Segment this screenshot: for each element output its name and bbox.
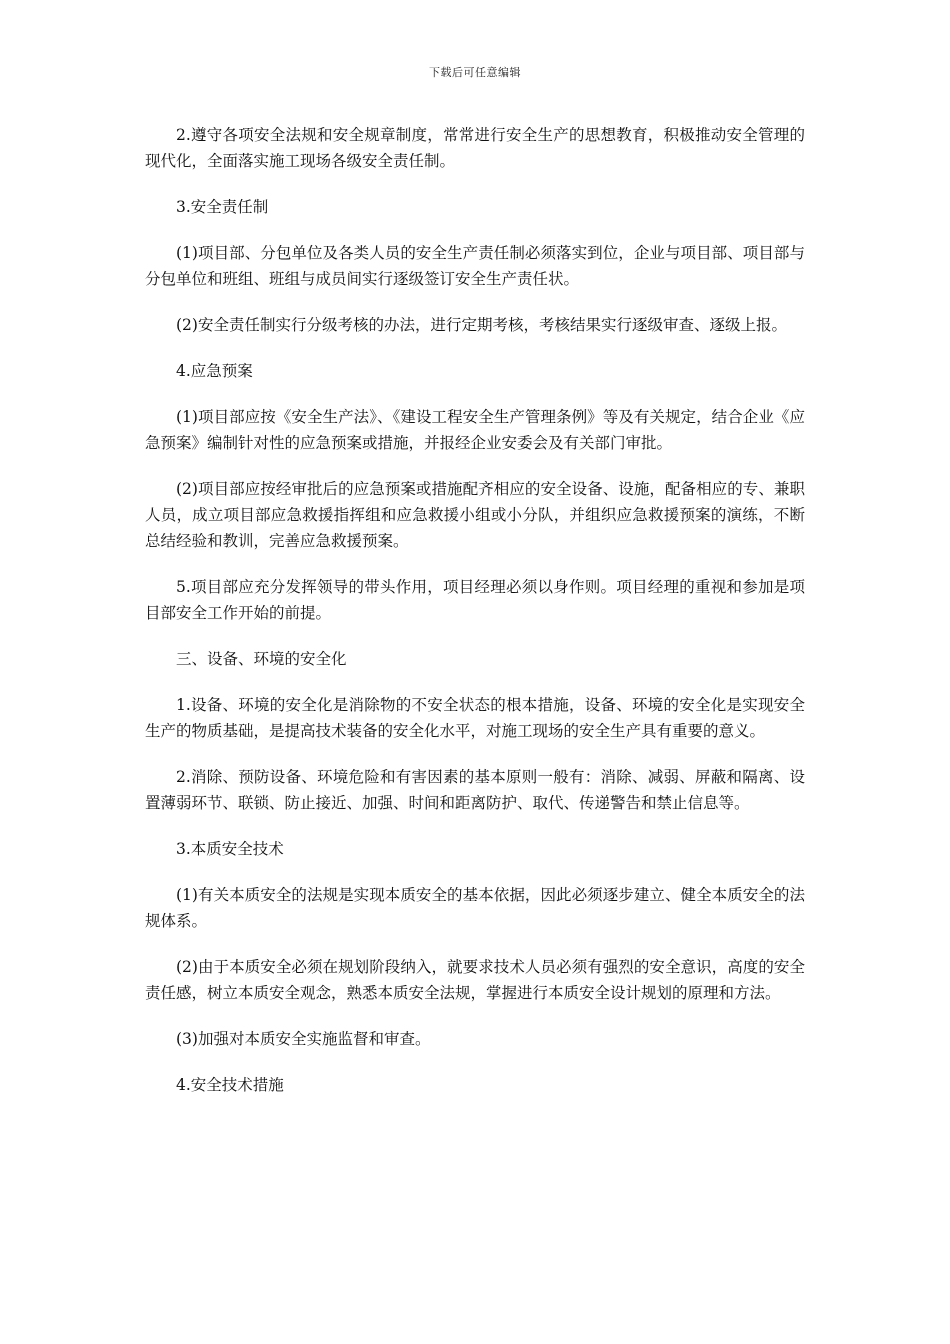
- paragraph: (2)项目部应按经审批后的应急预案或措施配齐相应的安全设备、设施，配备相应的专、兼职人员，成立项目部应急救援指挥组和应急救援小组或小分队，并组织应急救援预案的演练，不断总结经验和教训，完善应急救援预案。: [145, 480, 805, 550]
- paragraph: (3)加强对本质安全实施监督和审查。: [176, 1030, 431, 1048]
- paragraph: 2.消除、预防设备、环境危险和有害因素的基本原则一般有：消除、减弱、屏蔽和隔离、设置薄弱环节、联锁、防止接近、加强、时间和距离防护、取代、传递警告和禁止信息等。: [145, 768, 805, 812]
- chapter-heading: 三、设备、环境的安全化: [176, 650, 347, 668]
- paragraph: (1)有关本质安全的法规是实现本质安全的基本依据，因此必须逐步建立、健全本质安全的法规体系。: [145, 886, 805, 930]
- paragraph: (1)项目部、分包单位及各类人员的安全生产责任制必须落实到位，企业与项目部、项目部与分包单位和班组、班组与成员间实行逐级签订安全生产责任状。: [145, 244, 805, 288]
- paragraph: (2)安全责任制实行分级考核的办法，进行定期考核，考核结果实行逐级审查、逐级上报。: [176, 316, 787, 334]
- paragraph: 5.项目部应充分发挥领导的带头作用，项目经理必须以身作则。项目经理的重视和参加是项目部安全工作开始的前提。: [145, 578, 805, 622]
- section-heading: 3.本质安全技术: [176, 840, 284, 858]
- paragraph: (1)项目部应按《安全生产法》、《建设工程安全生产管理条例》等及有关规定，结合企业《应急预案》编制针对性的应急预案或措施，并报经企业安委会及有关部门审批。: [145, 408, 805, 452]
- paragraph: 2.遵守各项安全法规和安全规章制度，常常进行安全生产的思想教育，积极推动安全管理的现代化，全面落实施工现场各级安全责任制。: [145, 126, 805, 170]
- section-heading: 4.安全技术措施: [176, 1076, 284, 1094]
- section-heading: 4.应急预案: [176, 362, 253, 380]
- paragraph: 1.设备、环境的安全化是消除物的不安全状态的根本措施，设备、环境的安全化是实现安全生产的物质基础，是提高技术装备的安全化水平，对施工现场的安全生产具有重要的意义。: [145, 696, 805, 740]
- section-heading: 3.安全责任制: [176, 198, 269, 216]
- document-body: [145, 122, 805, 1118]
- paragraph: (2)由于本质安全必须在规划阶段纳入，就要求技术人员必须有强烈的安全意识，高度的安全责任感，树立本质安全观念，熟悉本质安全法规，掌握进行本质安全设计规划的原理和方法。: [145, 958, 805, 1002]
- page-header: 下载后可任意编辑: [429, 66, 521, 79]
